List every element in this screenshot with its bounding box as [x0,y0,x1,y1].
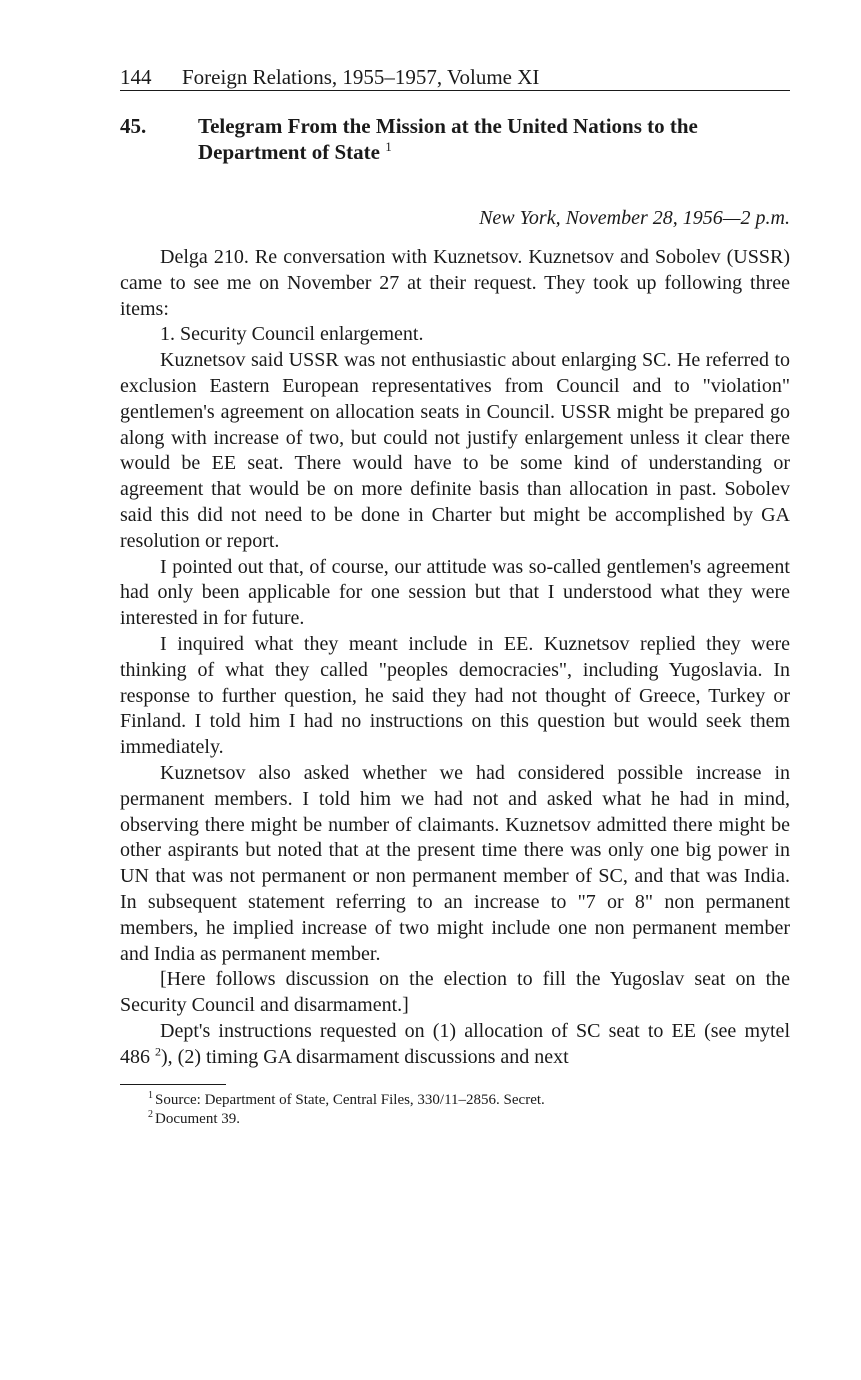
footnote-rule [120,1084,226,1085]
footnote-mark-2[interactable]: 2 [155,1044,161,1059]
title-footnote-mark[interactable]: 1 [385,139,392,154]
paragraph: Delga 210. Re conversation with Kuznetsov. Kuznetsov and Sobolev (USSR) came to see me on November 27 at their request. They took up following three items: [120,246,790,320]
running-head [120,62,790,91]
document-number: 45. [120,114,147,138]
document-body [120,245,790,1071]
footnote [148,1110,790,1129]
footnote-text: Document 39. [155,1110,240,1127]
footnote-text: Source: Department of State, Central Files, 330/11–2856. Secret. [155,1091,545,1108]
footnote-mark: 1 [148,1089,153,1101]
dateline: New York, November 28, 1956—2 p.m. [479,207,790,229]
page-number: 144 [120,65,152,89]
paragraph-last [120,1019,790,1071]
footnotes [120,1091,790,1129]
paragraph: I inquired what they meant include in EE. Kuznetsov replied they were thinking of what they called "peoples democracies", including Yugoslavia. In response to further question, he said they had not thought of Greece, Turkey or Finland. I told him I had no instructions on this question but would seek them immediately. [120,632,790,759]
document-header [120,113,790,165]
last-paragraph-start: Dept's instructions requested on (1) allocation of SC seat to EE (see mytel 486 [120,1019,790,1068]
paragraph-item-heading: 1. Security Council enlargement. [160,323,424,346]
last-paragraph-end: ), (2) timing GA disarmament discussions and next [161,1045,569,1068]
paragraph: Kuznetsov also asked whether we had considered possible increase in permanent members. I told him we had not and asked what he had in mind, observing there might be number of claimants. Kuznetsov admitted there might be other aspirants but noted that at the present time there was only one big power in UN that was not permanent or non permanent member of SC, and that was India. In subsequent statement referring to an increase to "7 or 8" non permanent members, he implied increase of two might include one non permanent member and India as permanent member. [120,761,790,965]
document-title: Telegram From the Mission at the United Nations to the Department of State [198,114,698,164]
series-title: Foreign Relations, 1955–1957, Volume XI [182,65,540,89]
editorial-note: [Here follows discussion on the election to fill the Yugoslav seat on the Security Council and disarmament.] [120,968,790,1017]
paragraph: Kuznetsov said USSR was not enthusiastic about enlarging SC. He referred to exclusion Eastern European representatives from Council and to "violation" gentlemen's agreement on allocation seats in Council. USSR might be prepared go along with increase of two, but could not justify enlargement unless it clear there would be EE seat. There would have to be some kind of understanding or agreement that would be on more definite basis than allocation in past. Sobolev said this did not need to be done in Charter but might be accomplished by GA resolution or report. [120,349,790,552]
footnote [148,1091,790,1110]
document-page [120,62,790,1129]
paragraph: I pointed out that, of course, our attitude was so-called gentlemen's agreement had only been applicable for one session but that I understood what they were interested in for future. [120,555,790,630]
footnote-mark: 2 [148,1108,153,1120]
document-title-wrap [198,113,790,165]
